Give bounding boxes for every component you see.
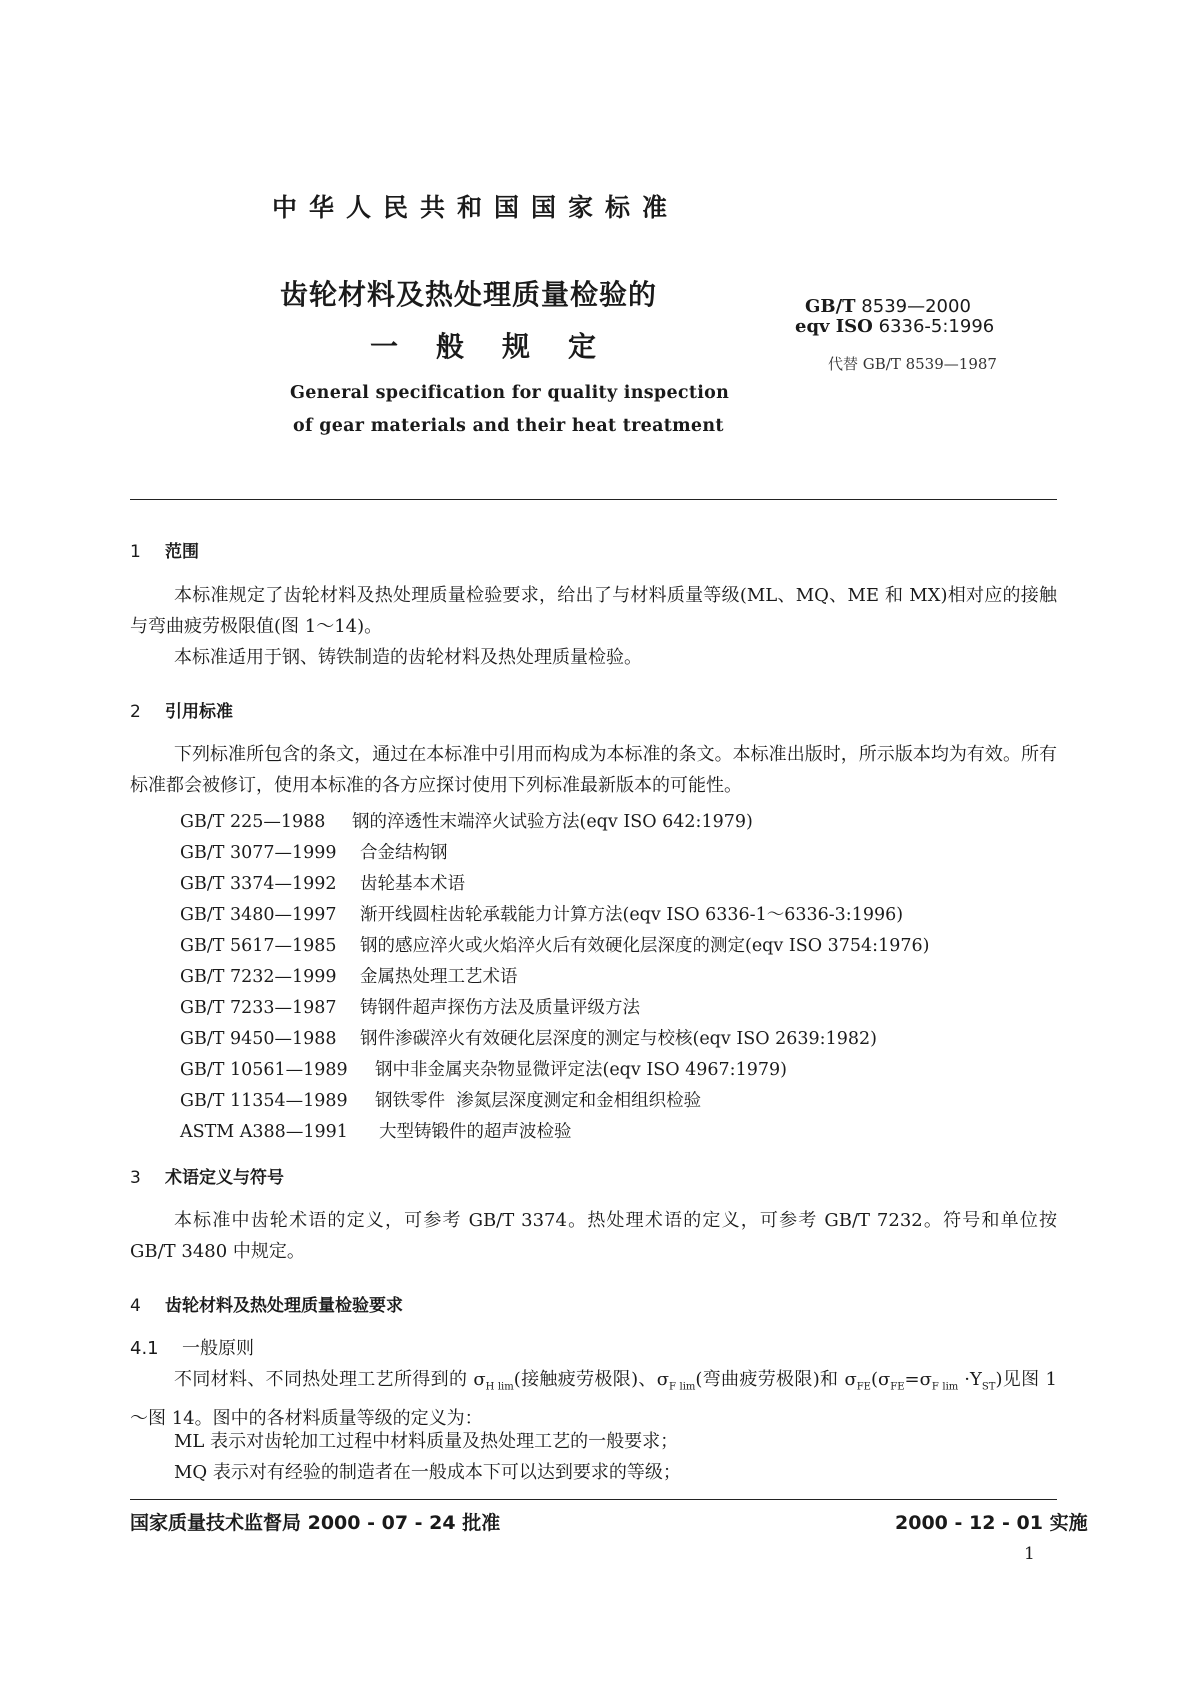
subscript: ST <box>981 1381 996 1393</box>
standard-code-number: 8539—2000 <box>861 296 971 317</box>
reference-item <box>180 870 465 895</box>
eqv-number: 6336-5:1996 <box>878 316 995 337</box>
title-line-1: 齿轮材料及热处理质量检验的 <box>280 278 658 311</box>
reference-title: 铸钢件超声探伤方法及质量评级方法 <box>360 998 640 1018</box>
reference-item <box>180 839 448 864</box>
reference-code: GB/T 7232—1999 <box>180 967 337 987</box>
section-1-paragraph-1: 本标准规定了齿轮材料及热处理质量检验要求，给出了与材料质量等级(ML、MQ、ME 和 MX)相对应的接触与弯曲疲劳极限值(图 1～14)。 <box>130 585 1057 637</box>
reference-item <box>180 932 929 957</box>
reference-code: GB/T 10561—1989 <box>180 1060 348 1080</box>
reference-title: 大型铸锻件的超声波检验 <box>379 1122 572 1142</box>
title-line-2: 一般规定 <box>370 330 635 363</box>
reference-item <box>180 1025 877 1050</box>
text-run: (接触疲劳极限)、σ <box>513 1369 670 1390</box>
reference-title: 金属热处理工艺术语 <box>360 967 518 987</box>
section-title: 范围 <box>165 542 199 562</box>
subscript: FE <box>890 1381 905 1393</box>
standard-code-prefix: GB/T <box>805 296 856 317</box>
reference-title: 钢铁零件 渗氮层深度测定和金相组织检验 <box>375 1091 702 1111</box>
reference-title: 钢的淬透性末端淬火试验方法(eqv ISO 642:1979) <box>352 812 753 832</box>
text-run: (σ <box>870 1369 891 1390</box>
text-run: (弯曲疲劳极限)和 σ <box>695 1369 857 1390</box>
section-4-heading <box>130 1291 403 1316</box>
equivalent-iso-code <box>795 316 994 337</box>
text-run: )见图 1～图 14。图中的各材料质量等级的定义为： <box>130 1369 1057 1429</box>
approval-date: 国家质量技术监督局 2000 - 07 - 24 批准 <box>130 1512 501 1534</box>
reference-item <box>180 1087 701 1112</box>
reference-code: GB/T 5617—1985 <box>180 936 337 956</box>
text-run: Y <box>970 1369 982 1390</box>
section-2-heading <box>130 697 233 722</box>
reference-code: GB/T 3480—1997 <box>180 905 337 925</box>
subsection-4-1-heading <box>130 1334 254 1360</box>
header-divider <box>130 499 1057 500</box>
title-english-line-2: of gear materials and their heat treatment <box>293 416 724 436</box>
reference-title: 钢中非金属夹杂物显微评定法(eqv ISO 4967:1979) <box>375 1060 787 1080</box>
subsection-number: 4.1 <box>130 1338 159 1359</box>
reference-title: 齿轮基本术语 <box>360 874 465 894</box>
grade-definition-ml: ML 表示对齿轮加工过程中材料质量及热处理工艺的一般要求； <box>174 1431 679 1452</box>
section-3-paragraph-1: 本标准中齿轮术语的定义，可参考 GB/T 3374。热处理术语的定义，可参考 GB/T 7232。符号和单位按 GB/T 3480 中规定。 <box>130 1210 1057 1262</box>
section-title: 术语定义与符号 <box>165 1168 284 1188</box>
section-1-heading <box>130 537 199 562</box>
standard-code <box>805 296 971 317</box>
section-2-paragraph-1: 下列标准所包含的条文，通过在本标准中引用而构成为本标准的条文。本标准出版时，所示版本均为有效。所有标准都会被修订，使用本标准的各方应探讨使用下列标准最新版本的可能性。 <box>130 744 1057 796</box>
reference-item <box>180 808 753 833</box>
subscript: F lim <box>931 1381 959 1393</box>
reference-item <box>180 1118 572 1143</box>
national-standard-heading: 中华人民共和国国家标准 <box>271 193 679 222</box>
reference-code: GB/T 225—1988 <box>180 812 326 832</box>
section-1-paragraph-2: 本标准适用于钢、铸铁制造的齿轮材料及热处理质量检验。 <box>174 647 642 668</box>
subscript: H lim <box>485 1381 514 1393</box>
section-number: 2 <box>130 702 141 722</box>
section-3-heading <box>130 1163 284 1188</box>
reference-code: GB/T 3374—1992 <box>180 874 337 894</box>
subsection-title: 一般原则 <box>182 1338 254 1359</box>
reference-item <box>180 901 903 926</box>
title-english-line-1: General specification for quality inspection <box>290 383 730 403</box>
reference-code: ASTM A388—1991 <box>180 1122 348 1142</box>
implementation-date: 2000 - 12 - 01 实施 <box>895 1512 1088 1534</box>
subsection-4-1-paragraph-1 <box>130 1364 1057 1434</box>
reference-item <box>180 963 518 988</box>
text-run: · <box>958 1369 971 1390</box>
footer-divider <box>130 1499 1057 1500</box>
reference-title: 钢的感应淬火或火焰淬火后有效硬化层深度的测定(eqv ISO 3754:1976) <box>360 936 930 956</box>
section-number: 1 <box>130 542 141 562</box>
reference-title: 合金结构钢 <box>360 843 448 863</box>
section-number: 4 <box>130 1296 141 1316</box>
reference-item <box>180 1056 787 1081</box>
text-run: =σ <box>904 1369 932 1390</box>
reference-title: 钢件渗碳淬火有效硬化层深度的测定与校核(eqv ISO 2639:1982) <box>360 1029 877 1049</box>
section-title: 齿轮材料及热处理质量检验要求 <box>165 1296 403 1316</box>
reference-title: 渐开线圆柱齿轮承载能力计算方法(eqv ISO 6336-1～6336-3:1996) <box>360 905 904 925</box>
page-number: 1 <box>1024 1544 1035 1564</box>
reference-code: GB/T 9450—1988 <box>180 1029 337 1049</box>
reference-item <box>180 994 640 1019</box>
section-title: 引用标准 <box>165 702 233 722</box>
section-number: 3 <box>130 1168 141 1188</box>
subscript: FE <box>856 1381 871 1393</box>
subscript: F lim <box>669 1381 696 1393</box>
reference-code: GB/T 7233—1987 <box>180 998 337 1018</box>
eqv-prefix: eqv ISO <box>795 316 873 337</box>
text-run: 不同材料、不同热处理工艺所得到的 σ <box>174 1369 486 1390</box>
grade-definition-mq: MQ 表示对有经验的制造者在一般成本下可以达到要求的等级； <box>174 1462 681 1483</box>
replaces-note: 代替 GB/T 8539—1987 <box>828 355 997 373</box>
reference-code: GB/T 3077—1999 <box>180 843 337 863</box>
reference-code: GB/T 11354—1989 <box>180 1091 348 1111</box>
